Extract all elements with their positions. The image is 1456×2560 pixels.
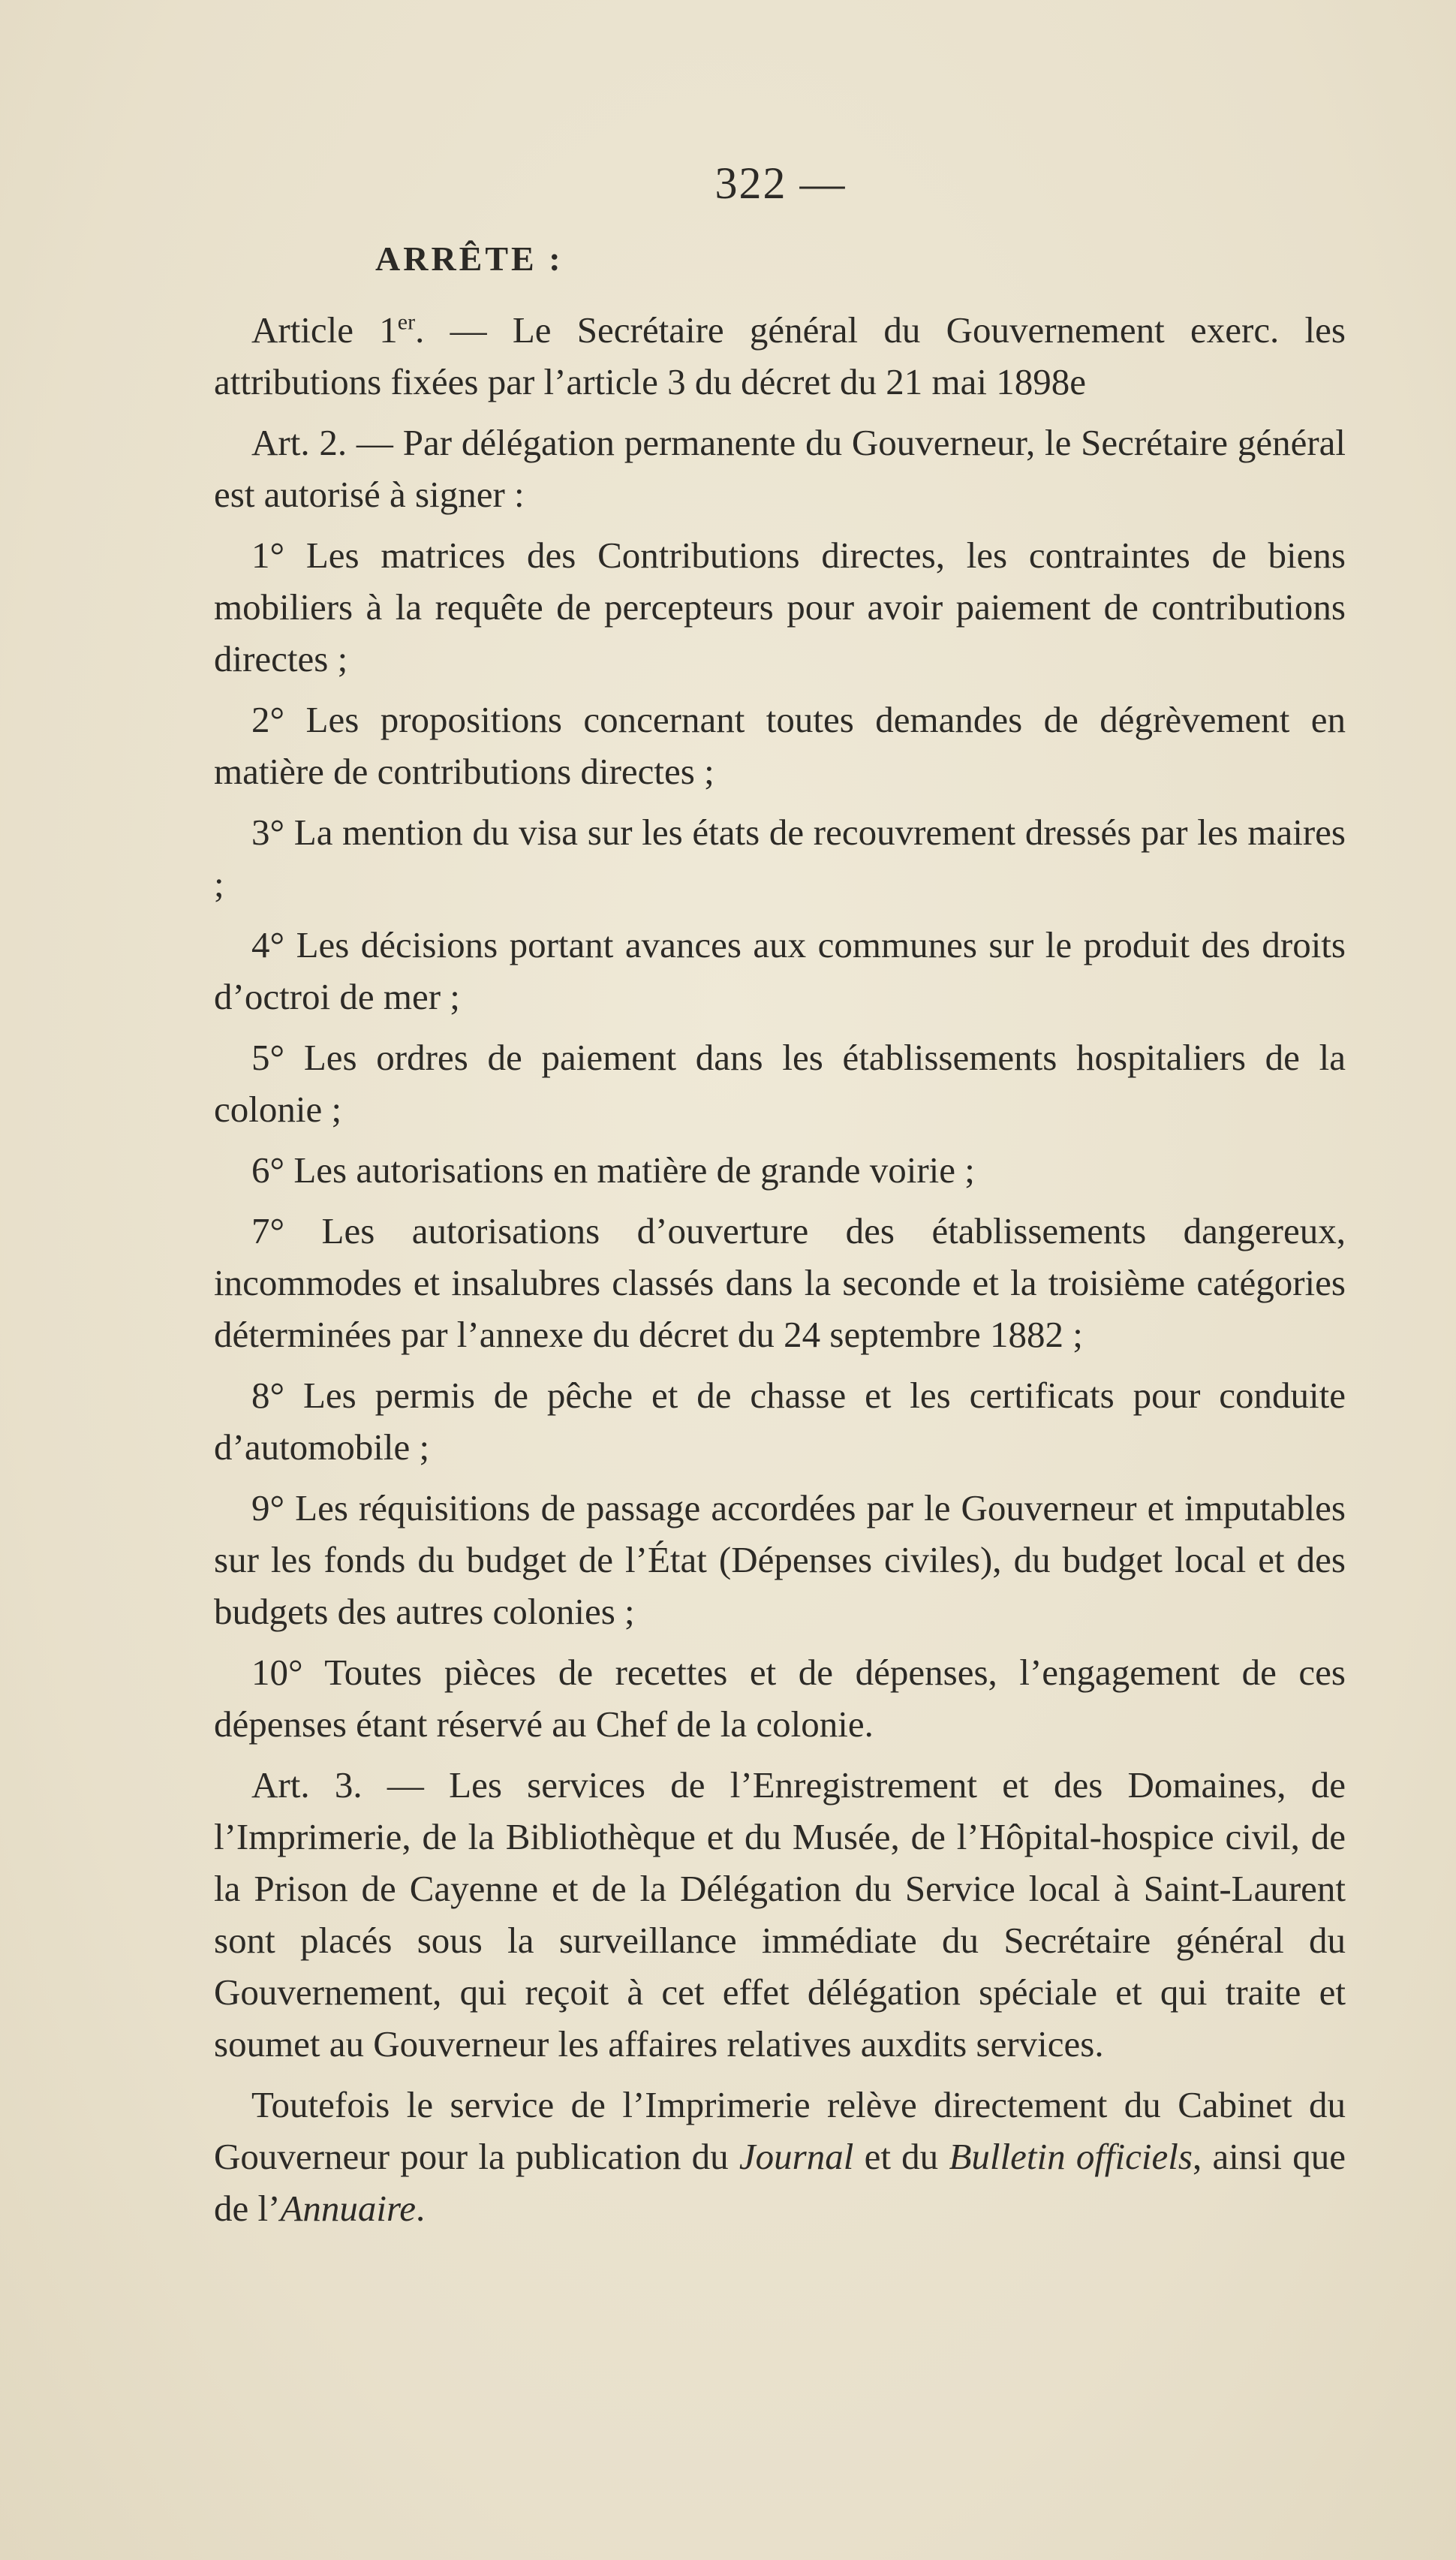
paragraph-item-4 (214, 919, 1346, 1022)
paragraph-article-2 (214, 417, 1346, 520)
paragraph-item-3 (214, 806, 1346, 910)
paragraph-text: 3° La mention du visa sur les états de recouvrement dressés par les maires ; (214, 812, 1346, 905)
paragraph-text: 2° Les propositions concernant toutes demandes de dégrèvement en matière de contributions directes ; (214, 699, 1346, 792)
body-text (214, 304, 1346, 2234)
paragraph-text: Art. 3. — Les services de l’Enregistrement et des Domaines, de l’Imprimerie, de la Bibliothèque et du Musée, de l’Hôpital-hospice civil, de la Prison de Cayenne et de la Délégation du Service local à Saint-Laurent sont placés sous la surveillance immédiate du Secrétaire général du Gouvernement, qui reçoit à cet effet délégation spéciale et qui traite et soumet au Gouverneur les affaires relatives auxdits services. (214, 1764, 1346, 2065)
paragraph-item-5 (214, 1032, 1346, 1135)
paragraph-text: 9° Les réquisitions de passage accordées par le Gouverneur et imputables sur les fonds du budget de l’État (Dépenses civiles), du budget local et des budgets des autres colonies ; (214, 1487, 1346, 1632)
superscript: er (397, 309, 416, 335)
paragraph-text: Article 1 (251, 309, 398, 351)
italic-text: Annuaire (280, 2188, 416, 2229)
decree-heading: ARRÊTE : (375, 239, 564, 278)
paragraph-text: . (415, 2188, 426, 2229)
paragraph-text: , ainsi que de l’ (214, 2136, 1346, 2229)
paragraph-text: 1° Les matrices des Contributions directes, les contraintes de biens mobiliers à la requête de percepteurs pour avoir paiement de contributions directes ; (214, 535, 1346, 679)
paragraph-item-7 (214, 1205, 1346, 1360)
italic-text: Bulletin officiels (949, 2136, 1193, 2177)
paragraph-item-1 (214, 529, 1346, 685)
paragraph-toutefois (214, 2079, 1346, 2234)
paragraph-item-9 (214, 1482, 1346, 1637)
paragraph-item-6 (214, 1144, 1346, 1196)
paragraph-text: 8° Les permis de pêche et de chasse et les certificats pour conduite d’automobile ; (214, 1375, 1346, 1468)
paragraph-text: et du (853, 2136, 949, 2177)
paragraph-text: 5° Les ordres de paiement dans les établissements hospitaliers de la colonie ; (214, 1037, 1346, 1130)
paragraph-text: . — Le Secrétaire général du Gouvernement exerc. les attributions fixées par l’article 3 du décret du 21 mai 1898e (214, 309, 1346, 402)
paragraph-text: 10° Toutes pièces de recettes et de dépenses, l’engagement de ces dépenses étant réservé au Chef de la colonie. (214, 1652, 1346, 1745)
page-number: 322 — (714, 158, 847, 208)
paragraph-item-8 (214, 1369, 1346, 1473)
paragraph-text: 6° Les autorisations en matière de grande voirie ; (251, 1149, 975, 1191)
paragraph-text: 4° Les décisions portant avances aux communes sur le produit des droits d’octroi de mer ; (214, 924, 1346, 1017)
paragraph-text: Art. 2. — Par délégation permanente du Gouverneur, le Secrétaire général est autorisé à signer : (214, 422, 1346, 515)
paragraph-text: 7° Les autorisations d’ouverture des établissements dangereux, incommodes et insalubres classés dans la seconde et la troisième catégories déterminées par l’annexe du décret du 24 septembre 1882 ; (214, 1210, 1346, 1355)
paragraph-item-2 (214, 694, 1346, 797)
paragraph-article-3 (214, 1759, 1346, 2070)
italic-text: Journal (739, 2136, 854, 2177)
paragraph-item-10 (214, 1646, 1346, 1750)
paragraph-text: Toutefois le service de l’Imprimerie relève directement du Cabinet du Gouverneur pour la publication du (214, 2084, 1346, 2177)
paragraph-article-1 (214, 304, 1346, 408)
